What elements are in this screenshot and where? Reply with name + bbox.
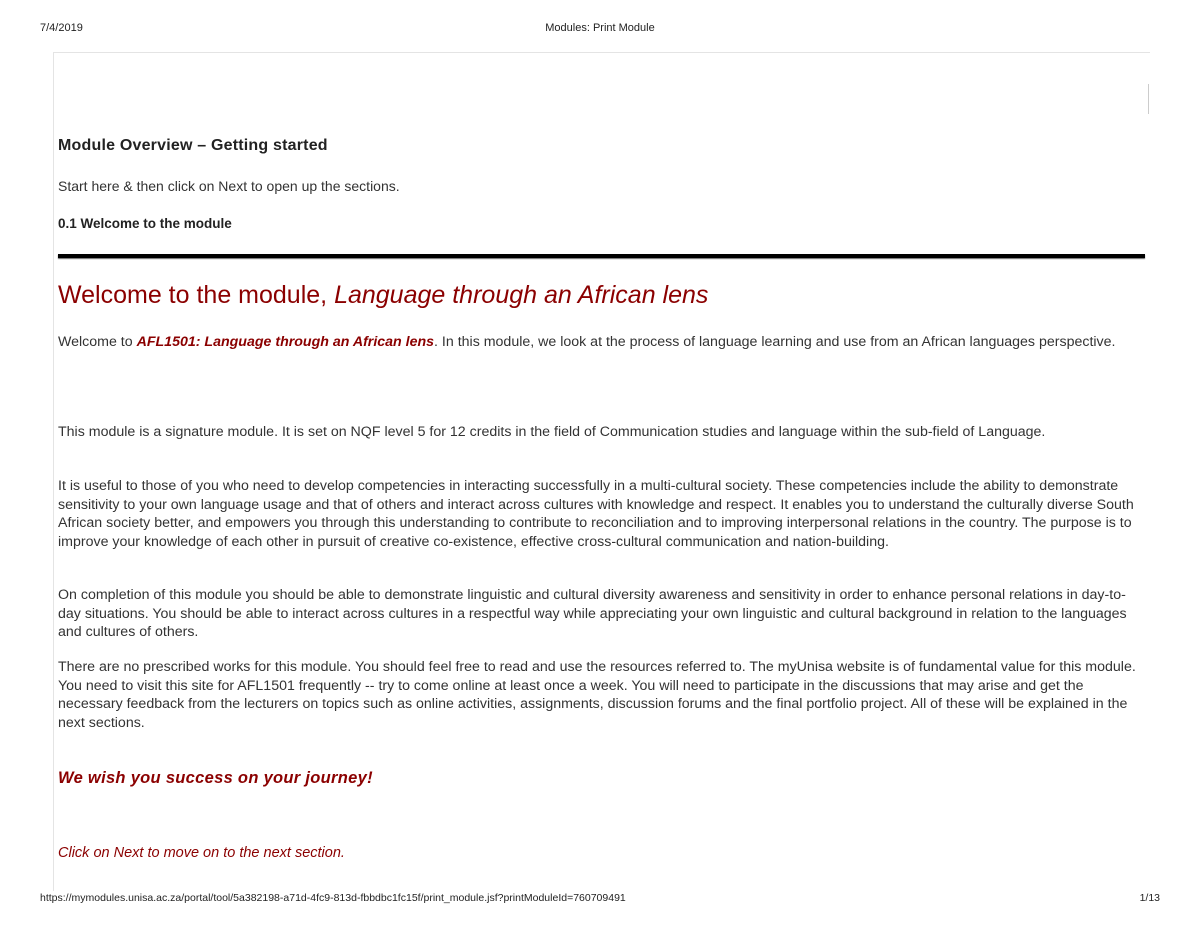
section-divider [58,254,1145,258]
print-header [40,22,1160,38]
print-date: 7/4/2019 [40,22,83,34]
intro-prefix: Welcome to [58,334,137,350]
print-title: Modules: Print Module [545,22,655,34]
frame-scroll-edge [1148,84,1149,114]
page-number: 1/13 [1139,892,1160,904]
signature-paragraph: This module is a signature module. It is set on NQF level 5 for 12 credits in the field of Communication studies and language within the sub-field of Language. [58,424,1046,440]
success-message: We wish you success on your journey! [58,769,373,787]
next-hint: Click on Next to move on to the next section. [58,845,345,861]
start-instruction: Start here & then click on Next to open up the sections. [58,178,400,194]
intro-paragraph [58,333,1145,352]
outcomes-paragraph: On completion of this module you should be able to demonstrate linguistic and cultural diversity awareness and sensitivity in order to enhance personal relations in day-to-day situations. You should be able to interact across cultures in a respectful way while appreciating your own linguistic and cultural background in relation to the languages and cultures of others. [58,587,1127,640]
welcome-heading-prefix: Welcome to the module, [58,281,335,309]
welcome-heading [58,281,1145,310]
course-name: AFL1501: Language through an African lens [136,334,435,350]
section-title: 0.1 Welcome to the module [58,216,232,231]
module-overview-title: Module Overview – Getting started [58,137,328,154]
print-url: https://mymodules.unisa.ac.za/portal/tool/5a382198-a71d-4fc9-813d-fbbdbc1fc15f/print_module.jsf?printModuleId=760709491 [40,892,626,904]
intro-suffix: . In this module, we look at the process of language learning and use from an African languages perspective. [434,334,1116,350]
competencies-paragraph: It is useful to those of you who need to develop competencies in interacting successfully in a multi-cultural society. These competencies include the ability to demonstrate sensitivity to your own language usage and that of others and interact across cultures with knowledge and respect. It enables you to understand the culturally diverse South African society better, and empowers you through this understanding to contribute to reconciliation and to improving interpersonal relations in the country. The purpose is to improve your knowledge of each other in pursuit of creative co-existence, effective cross-cultural communication and nation-building. [58,478,1134,550]
resources-paragraph: There are no prescribed works for this module. You should feel free to read and use the resources referred to. The myUnisa website is of fundamental value for this module. You need to visit this site for AFL1501 frequently -- try to come online at least once a week. You will need to participate in the discussions that may arise and get the necessary feedback from the lecturers on topics such as online activities, assignments, discussion forums and the final portfolio project. All of these will be explained in the next sections. [58,659,1136,731]
welcome-heading-course: Language through an African lens [334,281,709,309]
print-footer [40,892,1160,906]
